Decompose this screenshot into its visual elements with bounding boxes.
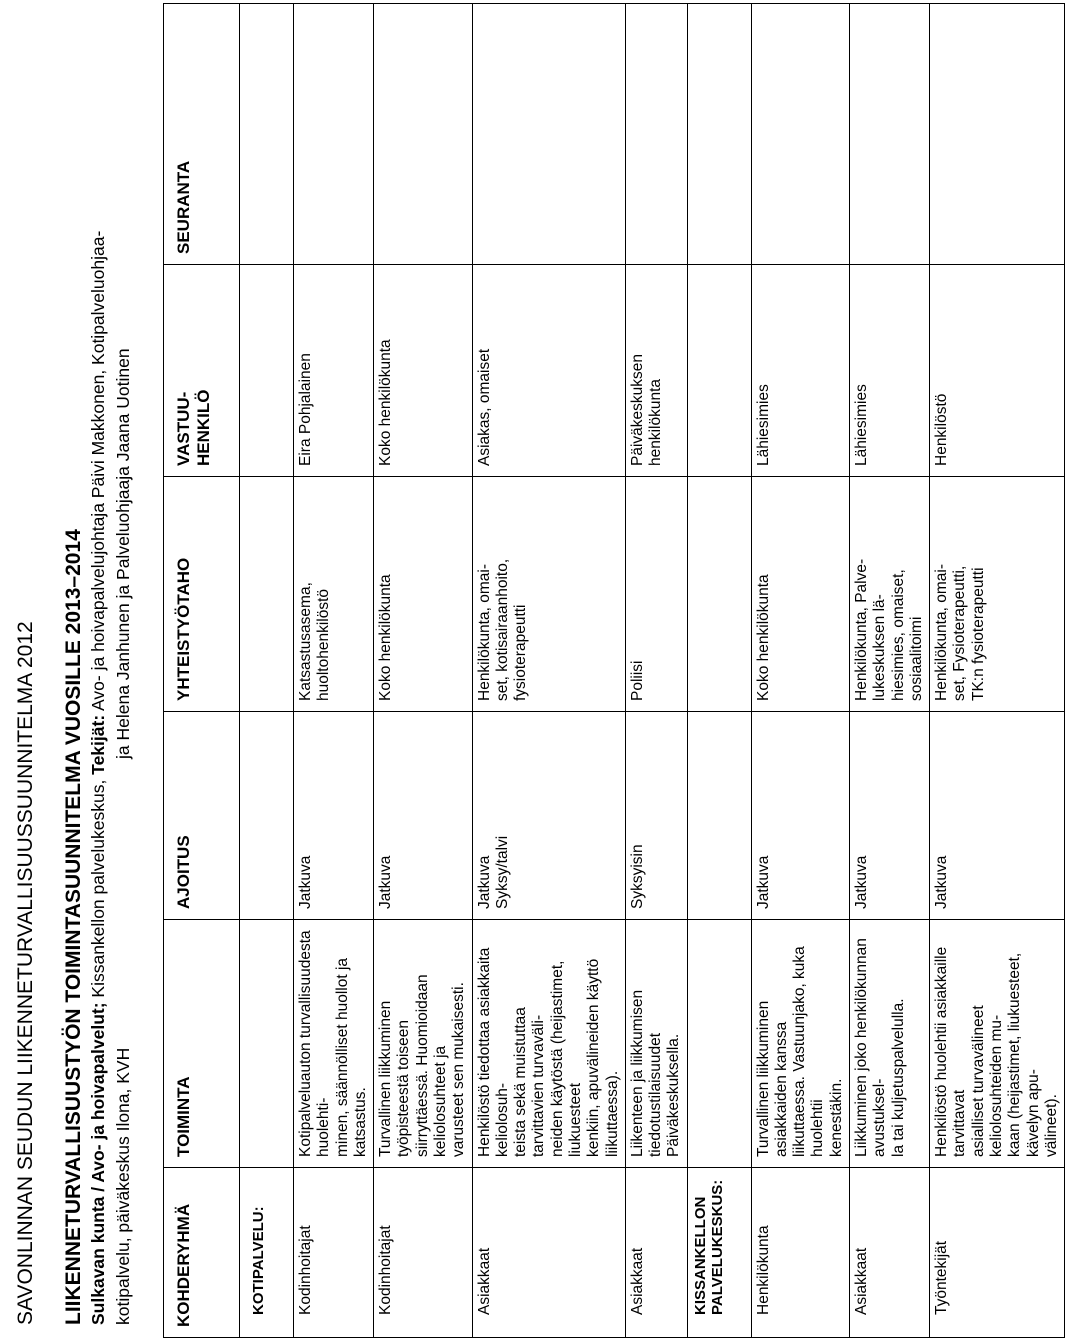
- cell-vastuuhenkilo: Henkilöstö: [930, 265, 1065, 477]
- organization-authors-continuation: [113, 348, 134, 1325]
- cell-ajoitus: Jatkuva: [751, 712, 849, 920]
- table-row: [930, 4, 1065, 1338]
- cell-yhteistyotaho: Katsastusasema, huoltohenkilöstö: [294, 477, 374, 712]
- table-row: [625, 4, 687, 1338]
- column-header-yhteistyotaho: YHTEISTYÖTAHO: [164, 477, 240, 712]
- table-header-row: [164, 4, 240, 1338]
- organization-continuation: kotipalvelu, päiväkeskus Ilona, KVH: [113, 1047, 133, 1325]
- section-empty-cell: [687, 920, 751, 1168]
- cell-toiminta: Turvallinen liikkuminen asiakkaiden kanssa liikuttaessa. Vastuunjako, kuka huolehtii kenestäkin.: [751, 920, 849, 1168]
- table-row: [751, 4, 849, 1338]
- cell-kohderyhma: Asiakkaat: [625, 1168, 687, 1338]
- cell-seuranta: [374, 4, 472, 265]
- cell-seuranta: [751, 4, 849, 265]
- section-empty-cell: [240, 920, 294, 1168]
- cell-yhteistyotaho: Henkilökunta, Palve- lukeskuksen lä- hiesimies, omaiset, sosiaalitoimi: [850, 477, 930, 712]
- authors-label: Tekijät:: [88, 714, 108, 775]
- cell-ajoitus: Jatkuva Syksy/talvi: [472, 712, 625, 920]
- cell-seuranta: [625, 4, 687, 265]
- cell-toiminta: Turvallinen liikkuminen työpisteestä toiseen siirryttäessä. Huomioidaan keliolosuhteet ja varusteet sen mukaisesti.: [374, 920, 472, 1168]
- document-title: SAVONLINNAN SEUDUN LIIKENNETURVALLISUUSSUUNNITELMA 2012: [14, 621, 37, 1325]
- cell-ajoitus: Jatkuva: [294, 712, 374, 920]
- cell-yhteistyotaho: Henkilökunta, omai- set, kotisairaanhoito, fysioterapeutti: [472, 477, 625, 712]
- section-label: KISSANKELLON PALVELUKESKUS:: [687, 1168, 751, 1338]
- cell-toiminta: Liikenteen ja liikkumisen tiedotustilaisuudet Päiväkeskuksella.: [625, 920, 687, 1168]
- section-empty-cell: [240, 265, 294, 477]
- section-label: KOTIPALVELU:: [240, 1168, 294, 1338]
- column-header-kohderyhma: KOHDERYHMÄ: [164, 1168, 240, 1338]
- cell-vastuuhenkilo: Lähiesimies: [751, 265, 849, 477]
- cell-vastuuhenkilo: Asiakas, omaiset: [472, 265, 625, 477]
- cell-seuranta: [930, 4, 1065, 265]
- cell-kohderyhma: Henkilökunta: [751, 1168, 849, 1338]
- column-header-ajoitus: AJOITUS: [164, 712, 240, 920]
- section-row-kissankello: [687, 4, 751, 1338]
- cell-vastuuhenkilo: Koko henkilökunta: [374, 265, 472, 477]
- cell-kohderyhma: Kodinhoitajat: [294, 1168, 374, 1338]
- section-empty-cell: [687, 4, 751, 265]
- table-row: [374, 4, 472, 1338]
- cell-toiminta: Kotipalveluauton turvallisuudesta huolehti- minen, säännölliset huollot ja katsastus.: [294, 920, 374, 1168]
- cell-yhteistyotaho: Henkilökunta, omai- set, Fysioterapeutti, TK:n fysioterapeutti: [930, 477, 1065, 712]
- authors-names: Avo- ja hoivapalvelujohtaja Päivi Makkonen, Kotipalveluohjaa-: [88, 230, 108, 715]
- cell-seuranta: [472, 4, 625, 265]
- section-empty-cell: [687, 712, 751, 920]
- cell-yhteistyotaho: Koko henkilökunta: [751, 477, 849, 712]
- column-header-seuranta: SEURANTA: [164, 4, 240, 265]
- cell-ajoitus: Syksyisin: [625, 712, 687, 920]
- authors-continuation: ja Helena Janhunen ja Palveluohjaaja Jaana Uotinen: [113, 348, 133, 759]
- section-empty-cell: [240, 4, 294, 265]
- column-header-vastuuhenkilo: VASTUU- HENKILÖ: [164, 265, 240, 477]
- action-plan-table: [163, 3, 1065, 1338]
- table-row: [850, 4, 930, 1338]
- cell-seuranta: [294, 4, 374, 265]
- section-empty-cell: [240, 712, 294, 920]
- cell-kohderyhma: Asiakkaat: [850, 1168, 930, 1338]
- cell-kohderyhma: Kodinhoitajat: [374, 1168, 472, 1338]
- cell-kohderyhma: Työntekijät: [930, 1168, 1065, 1338]
- cell-yhteistyotaho: Koko henkilökunta: [374, 477, 472, 712]
- table-row: [472, 4, 625, 1338]
- table-row: [294, 4, 374, 1338]
- cell-toiminta: Henkilöstö tiedottaa asiakkaita keliolosuh- teista sekä muistuttaa tarvittavien turvaväli- neiden käytöstä (heijastimet, liukuesteet kenkiin, apuvälineiden käyttö liikuttaessa).: [472, 920, 625, 1168]
- organization-label: Sulkavan kunta / Avo- ja hoivapalvelut;: [88, 1002, 108, 1325]
- cell-vastuuhenkilo: Eira Pohjalainen: [294, 265, 374, 477]
- section-empty-cell: [687, 477, 751, 712]
- cell-seuranta: [850, 4, 930, 265]
- cell-ajoitus: Jatkuva: [850, 712, 930, 920]
- plan-title: LIIKENNETURVALLISUUSTYÖN TOIMINTASUUNNITELMA VUOSILLE 2013–2014: [62, 529, 85, 1325]
- section-empty-cell: [240, 477, 294, 712]
- cell-toiminta: Henkilöstö huolehtii asiakkaille tarvittavat asialliset turvavälineet keliolosuhteiden mu- kaan (heijastimet, liukuesteet, kävelyn apu- välineet).: [930, 920, 1065, 1168]
- cell-vastuuhenkilo: Päiväkeskuksen henkilökunta: [625, 265, 687, 477]
- cell-vastuuhenkilo: Lähiesimies: [850, 265, 930, 477]
- cell-kohderyhma: Asiakkaat: [472, 1168, 625, 1338]
- organization-unit: Kissankellon palvelukeskus,: [88, 779, 108, 1003]
- organization-authors-line: [88, 231, 109, 1325]
- cell-ajoitus: Jatkuva: [374, 712, 472, 920]
- cell-yhteistyotaho: Poliisi: [625, 477, 687, 712]
- section-row-kotipalvelu: [240, 4, 294, 1338]
- column-header-toiminta: TOIMINTA: [164, 920, 240, 1168]
- cell-ajoitus: Jatkuva: [930, 712, 1065, 920]
- section-empty-cell: [687, 265, 751, 477]
- cell-toiminta: Liikkuminen joko henkilökunnan avustuksel- la tai kuljetuspalvelulla.: [850, 920, 930, 1168]
